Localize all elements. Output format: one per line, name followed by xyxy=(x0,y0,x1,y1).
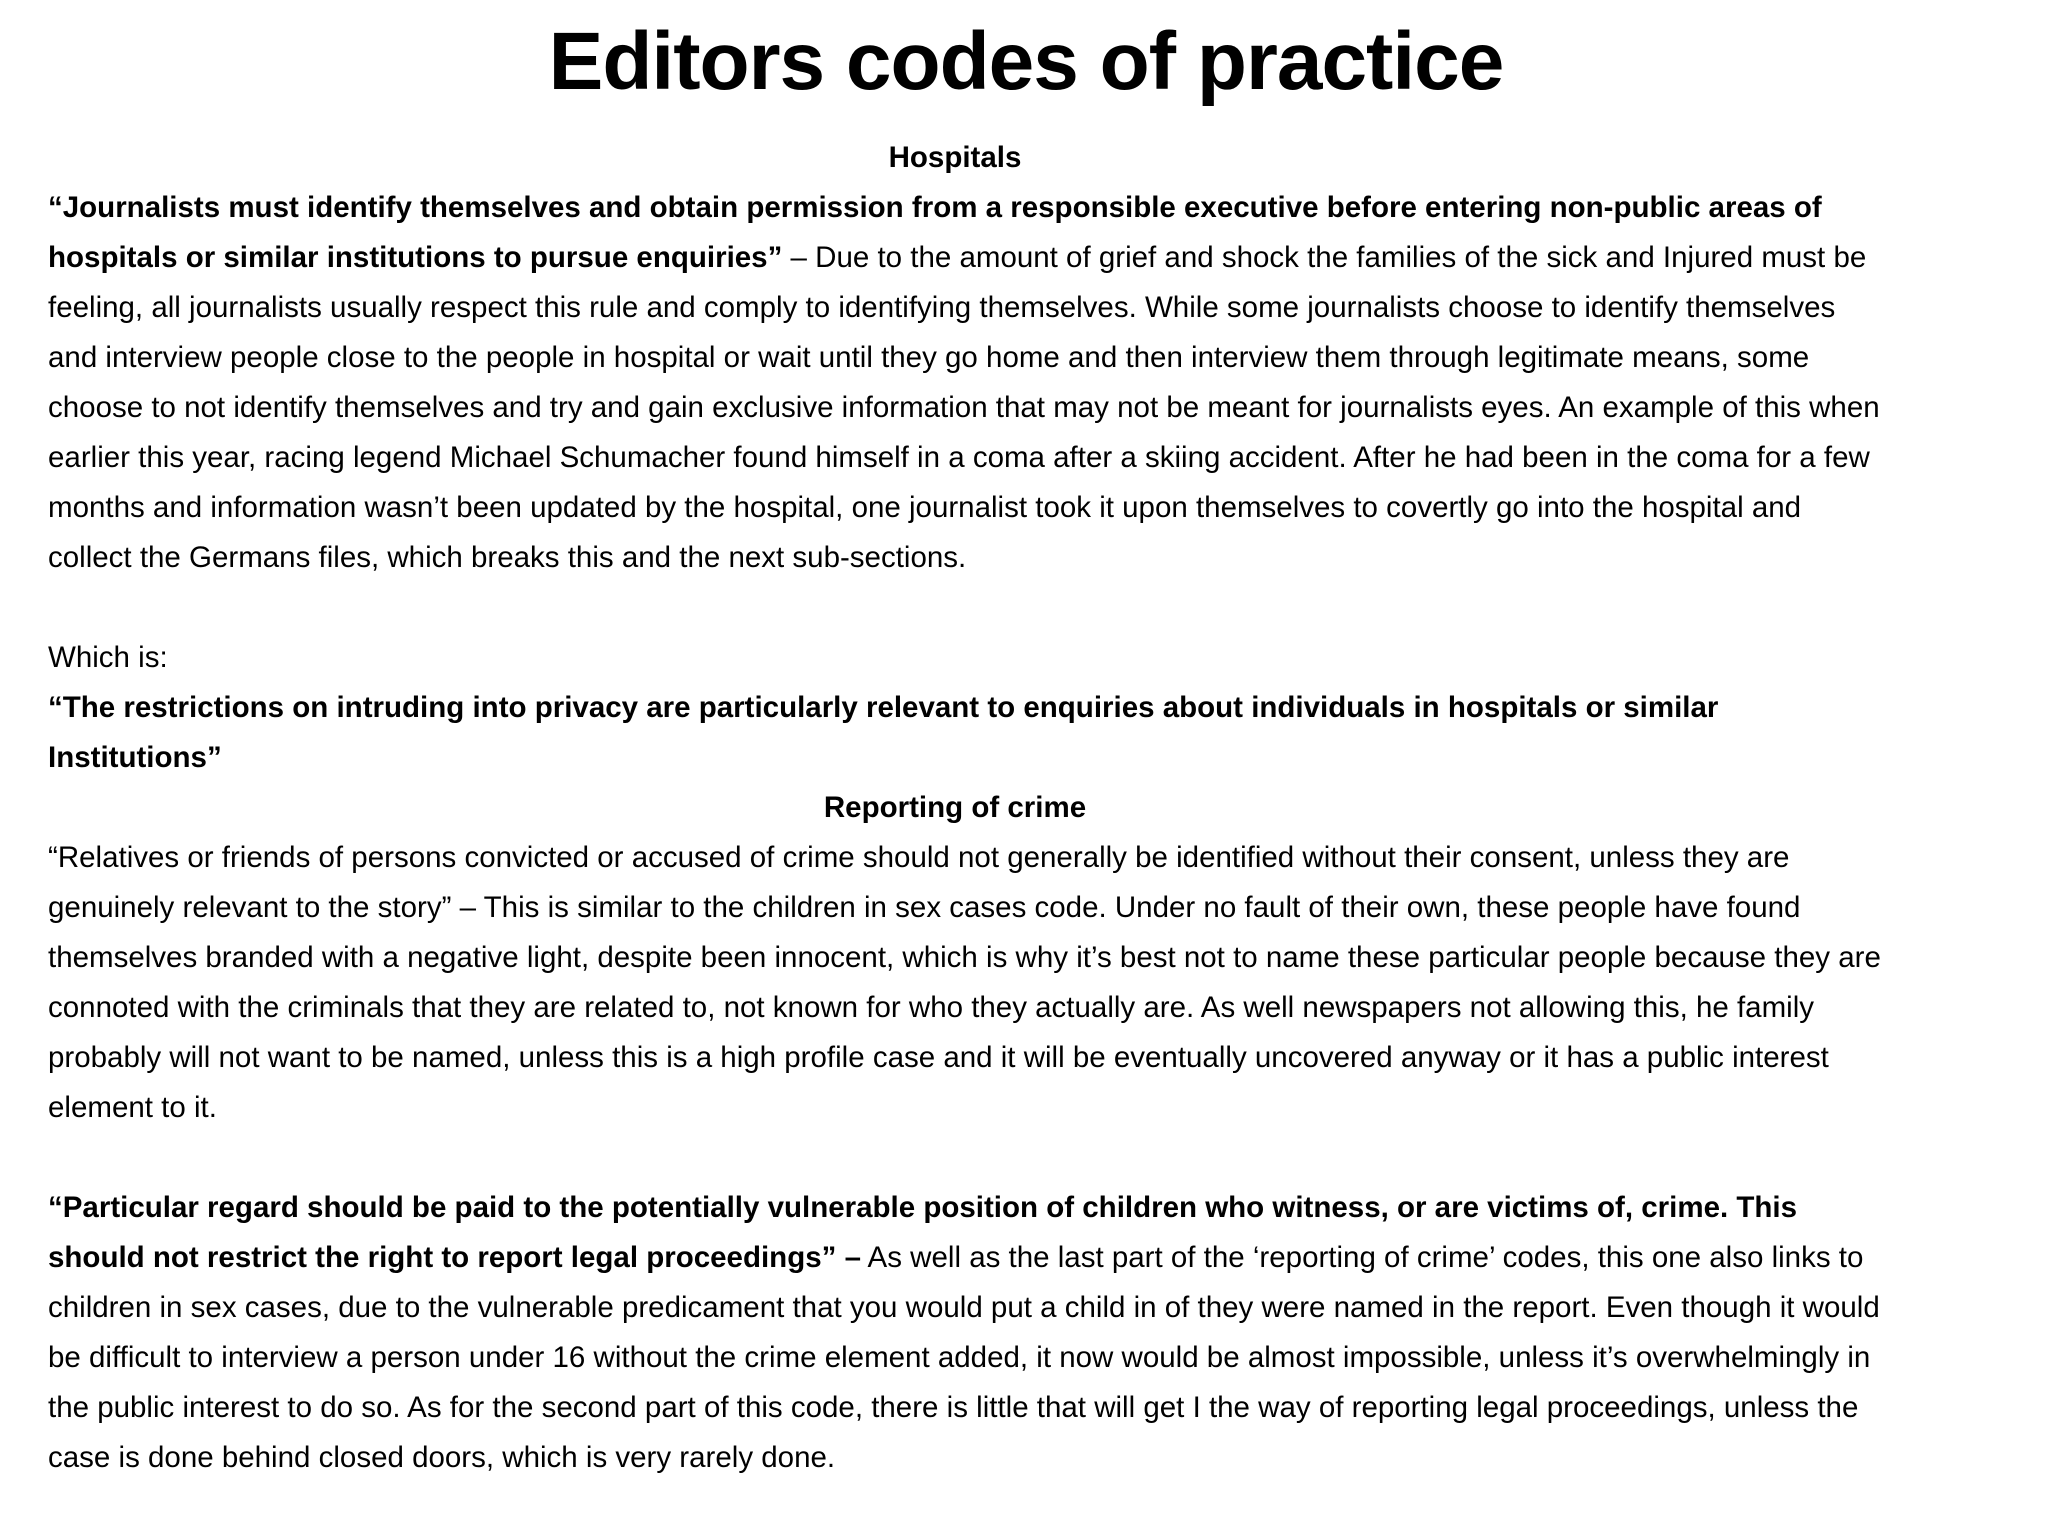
page-title: Editors codes of practice xyxy=(548,16,1504,107)
section-heading-hospitals: Hospitals xyxy=(888,141,1022,174)
paragraph-spacer xyxy=(48,1133,1888,1183)
crime-paragraph-2 xyxy=(48,1183,1888,1483)
children-code-quote: “Particular regard should be paid to the potentially vulnerable position of children who witness, or are victims of, crime. This should not restrict the right to report legal proceedings” – xyxy=(48,1191,1798,1274)
hospitals-code-quote: “Journalists must identify themselves and obtain permission from a responsible executive before entering non-public areas of hospitals or similar institutions to pursue enquiries” xyxy=(48,191,1822,274)
privacy-quote-text: “The restrictions on intruding into privacy are particularly relevant to enquiries about individuals in hospitals or similar Institutions” xyxy=(48,691,1719,774)
hospitals-paragraph xyxy=(48,183,1888,583)
document-text xyxy=(48,133,1888,1483)
children-commentary: As well as the last part of the ‘reporting of crime’ codes, this one also links to children in sex cases, due to the vulnerable predicament that you would put a child in of they were named in the report. Even though it would be difficult to interview a person under 16 without the crime element added, it now would be almost impossible, unless it’s overwhelmingly in the public interest to do so. As for the second part of this code, there is little that will get I the way of reporting legal proceedings, unless the case is done behind closed doors, which is very rarely done. xyxy=(48,1241,1880,1474)
hospitals-commentary: – Due to the amount of grief and shock the families of the sick and Injured must be feeling, all journalists usually respect this rule and comply to identifying themselves. While some journalists choose to identify themselves and interview people close to the people in hospital or wait until they go home and then interview them through legitimate means, some choose to not identify themselves and try and gain exclusive information that may not be meant for journalists eyes. An example of this when earlier this year, racing legend Michael Schumacher found himself in a coma after a skiing accident. After he had been in the coma for a few months and information wasn’t been updated by the hospital, one journalist took it upon themselves to covertly go into the hospital and collect the Germans files, which breaks this and the next sub-sections. xyxy=(48,241,1880,574)
crime-paragraph-1: “Relatives or friends of persons convicted or accused of crime should not generally be identified without their consent, unless they are genuinely relevant to the story” – This is similar to the children in sex cases code. Under no fault of their own, these people have found themselves branded with a negative light, despite been innocent, which is why it’s best not to name these particular people because they are connoted with the criminals that they are related to, not known for who they actually are. As well newspapers not allowing this, he family probably will not want to be named, unless this is a high profile case and it will be eventually uncovered anyway or it has a public interest element to it. xyxy=(48,841,1881,1124)
paragraph-spacer xyxy=(48,583,1888,633)
section-heading-crime: Reporting of crime xyxy=(823,791,1087,824)
which-is-label: Which is: xyxy=(48,641,168,674)
privacy-code-quote xyxy=(48,683,1888,783)
